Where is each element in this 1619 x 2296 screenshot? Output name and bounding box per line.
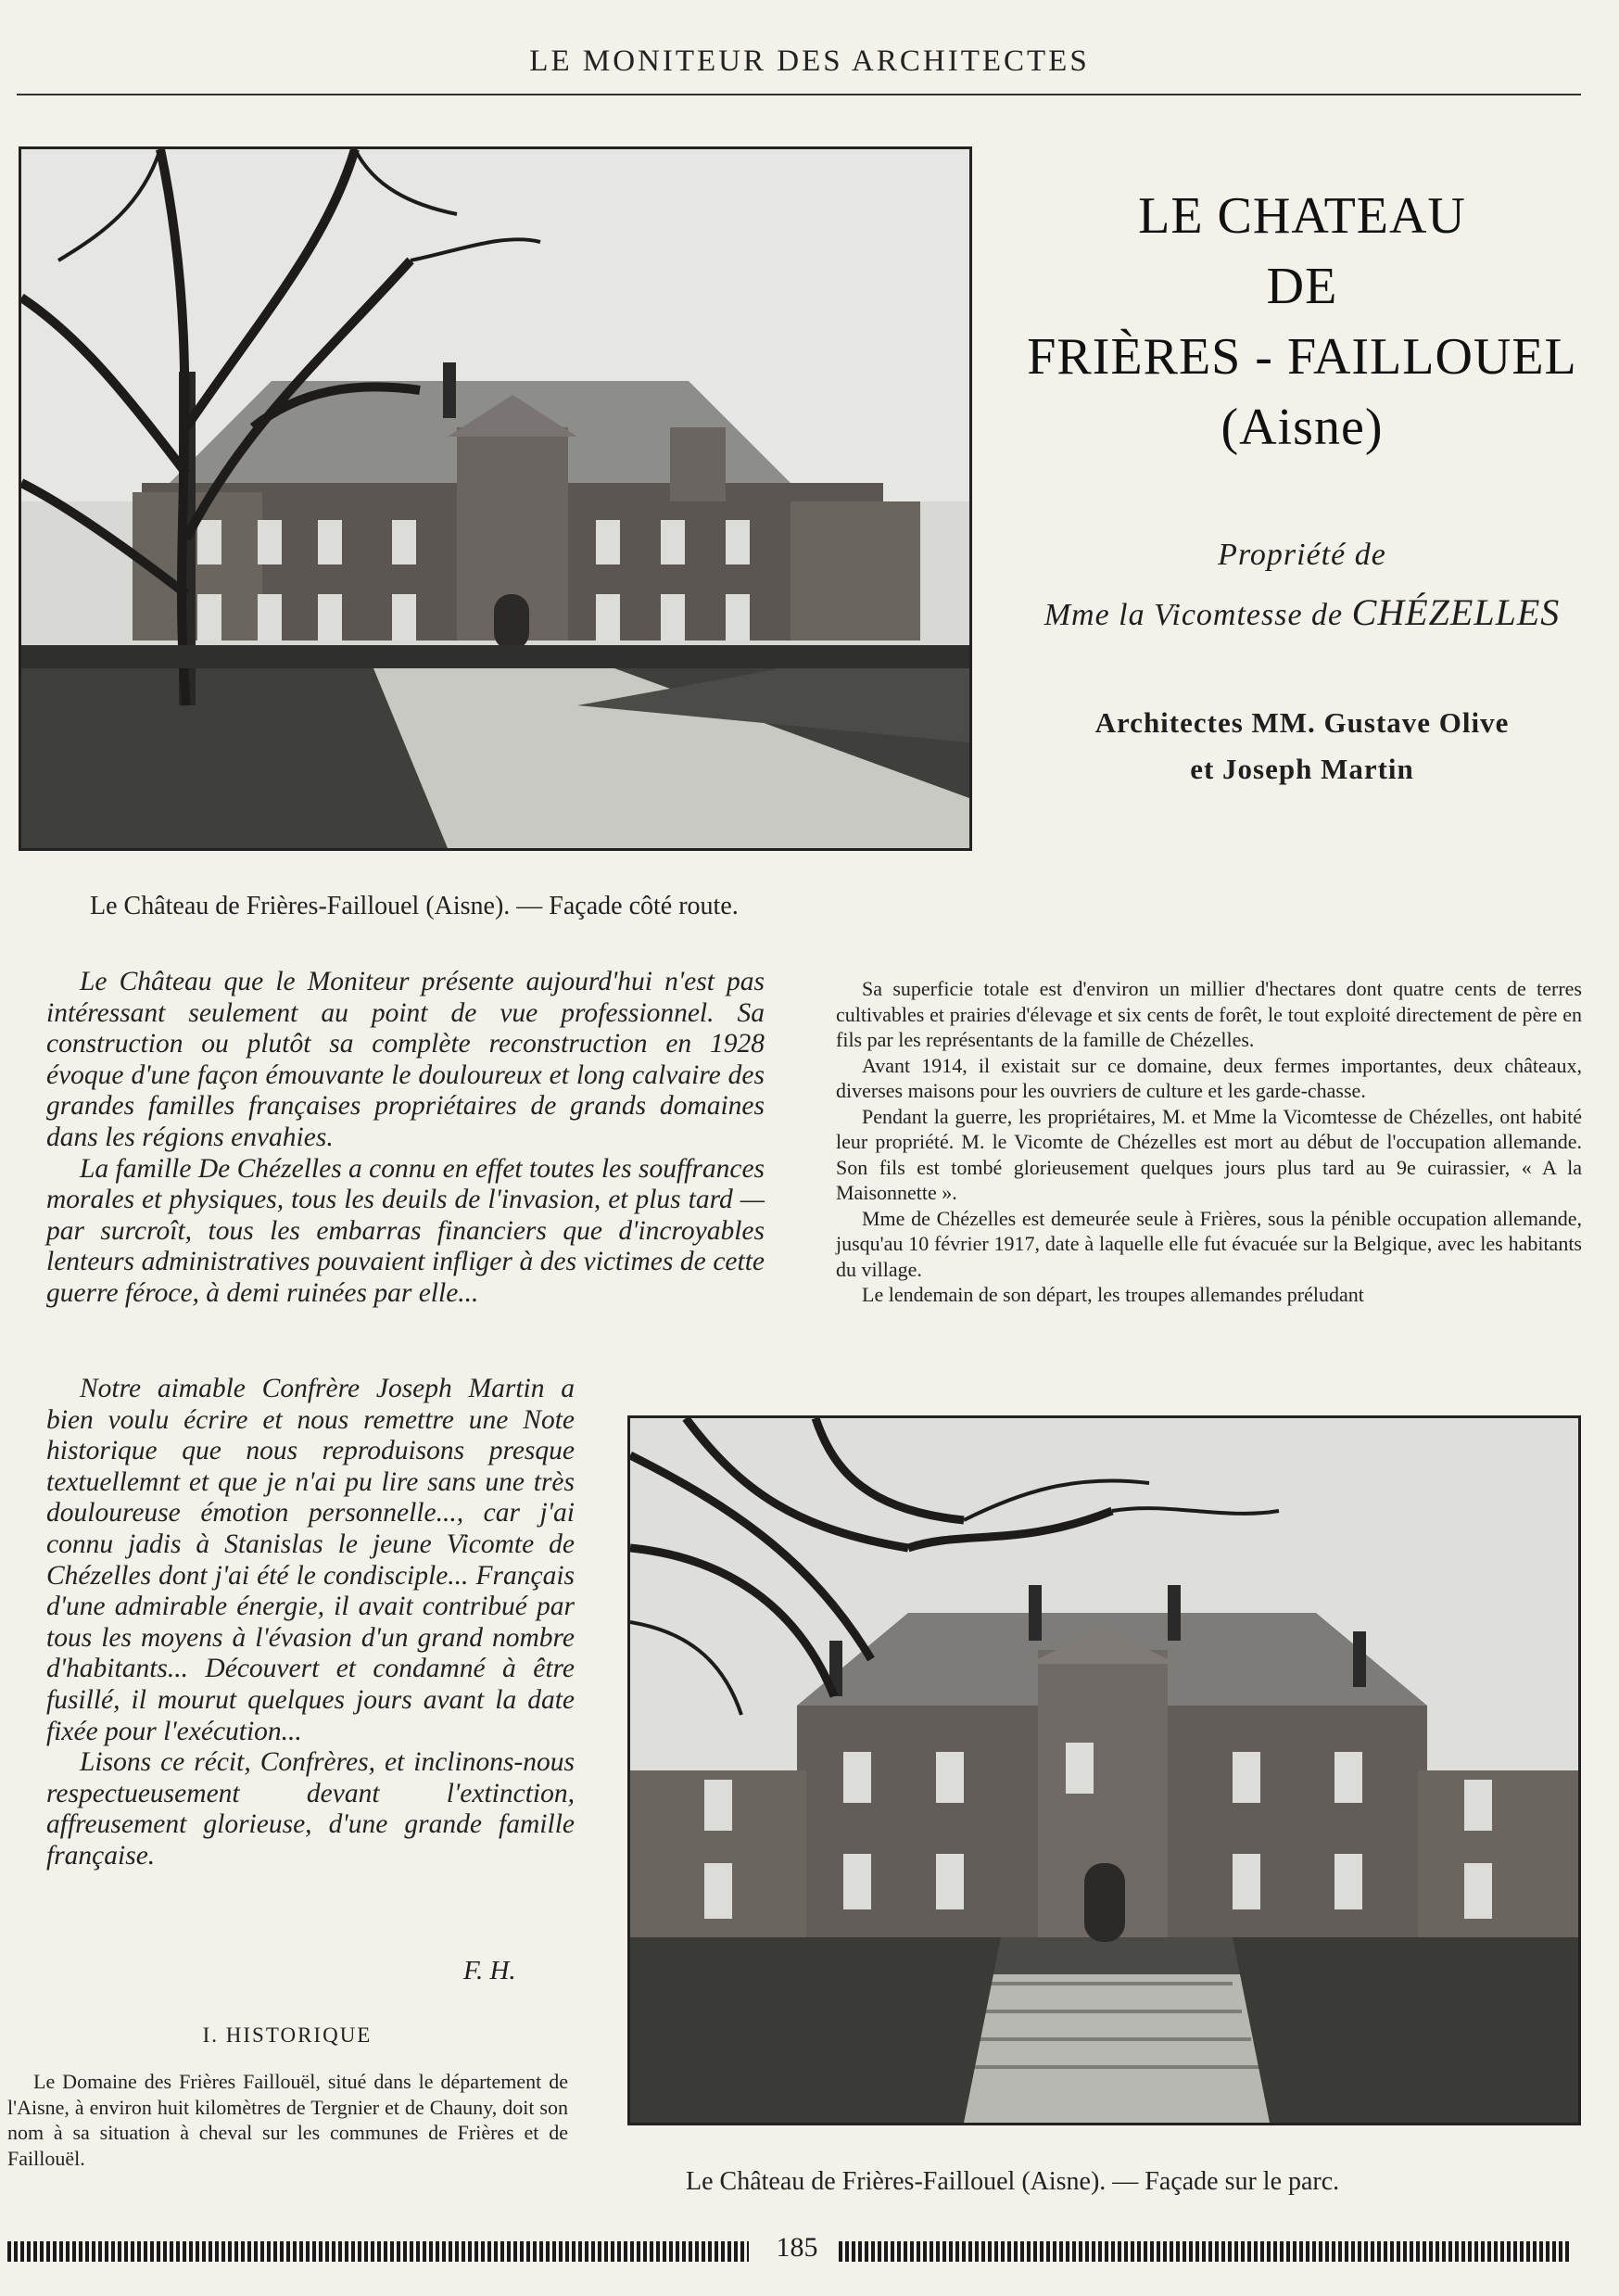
page-number: 185 xyxy=(776,2232,818,2263)
title-line-3: FRIÈRES - FAILLOUEL xyxy=(1027,328,1577,386)
photo-caption-bottom: Le Château de Frières-Faillouel (Aisne). — Façade sur le parc. xyxy=(686,2167,1340,2196)
header-rule xyxy=(17,94,1581,95)
architects-block xyxy=(1006,700,1599,793)
architects-line-2: et Joseph Martin xyxy=(1190,753,1414,785)
article-title xyxy=(1006,181,1599,463)
intro-paragraph: La famille De Chézelles a connu en effet toutes les souffrances morales et physiques, tous les deuils de l'invasion, et plus tard — par surcroît, tous les embarras financiers que d'incroyables lenteurs administratives pouvaient infliger à des victimes de cette guerre féroce, à demi ruinées par elle... xyxy=(46,1153,765,1308)
photo-facade-parc xyxy=(627,1415,1581,2125)
right-paragraph: Le lendemain de son départ, les troupes allemandes préludant xyxy=(862,1283,1364,1306)
right-paragraph: Mme de Chézelles est demeurée seule à Frières, sous la pénible occupation allemande, jusqu'au 10 février 1917, date à laquelle elle fut évacuée sur la Belgique, avec les habitants du village. xyxy=(836,1206,1582,1281)
photo-caption-top: Le Château de Frières-Faillouel (Aisne). — Façade côté route. xyxy=(90,892,739,920)
intro-paragraph: Lisons ce récit, Confrères, et inclinons-nous respectueusement devant l'extinction, affreusement glorieuse, d'une grande famille française. xyxy=(46,1747,575,1871)
property-line-1: Propriété de xyxy=(1218,538,1386,572)
right-paragraph: Pendant la guerre, les propriétaires, M. et Mme la Vicomtesse de Chézelles, ont habité leur propriété. M. le Vicomte de Chézelles est mort au début de l'occupation allemande. Son fils est tombé glorieusement quelques jours plus tard au 9e cuirassier, « A la Maisonnette ». xyxy=(836,1104,1582,1204)
architects-line-1: Architectes MM. Gustave Olive xyxy=(1094,706,1510,739)
right-paragraph: Avant 1914, il existait sur ce domaine, deux fermes importantes, deux châteaux, diverses maisons pour les ouvriers de culture et les garde-chasse. xyxy=(836,1053,1582,1102)
photo-facade-route xyxy=(19,146,972,851)
property-prefix: Mme la Vicomtesse de xyxy=(1043,598,1344,632)
title-line-4: (Aisne) xyxy=(1221,399,1384,456)
right-paragraph: Sa superficie totale est d'environ un millier d'hectares dont quatre cents de terres cultivables et prairies d'élevage et six cents de forêt, le tout exploité directement de père en fils par les représentants de la famille de Chézelles. xyxy=(836,977,1582,1051)
intro-column-narrow xyxy=(46,1374,575,1872)
intro-signature: F. H. xyxy=(463,1956,516,1985)
intro-paragraph: Notre aimable Confrère Joseph Martin a bien voulu écrire et nous remettre une Note historique que nous reproduisons presque textuellemnt et que je n'ai pu lire sans une très douloureuse émotion personnelle..., car j'ai connu jadis à Stanislas le jeune Vicomte de Chézelles dont j'ai été le condisciple... Français d'une admirable énergie, il avait contribué par tous les moyens à l'évasion d'un grand nombre d'habitants... Découvert et condamné à être fusillé, il mourut quelques jours avant la date fixée pour l'exécution... xyxy=(46,1374,575,1746)
running-header: LE MONITEUR DES ARCHITECTES xyxy=(529,44,1090,78)
property-owner: CHÉZELLES xyxy=(1351,591,1561,633)
property-line-2 xyxy=(1006,584,1599,644)
intro-paragraph: Le Château que le Moniteur présente aujourd'hui n'est pas intéressant seulement au point de vue professionnel. Sa construction ou plutôt sa complète reconstruction en 1928 évoque d'une façon émouvante le douloureux et long calvaire des grandes familles françaises propriétaires de grands domaines dans les régions envahies. xyxy=(46,967,765,1152)
footer-ornament-left xyxy=(7,2241,749,2262)
historique-text xyxy=(7,2069,568,2171)
historique-paragraph: Le Domaine des Frières Faillouël, situé dans le département de l'Aisne, à environ huit kilomètres de Tergnier et de Chauny, doit son nom à sa situation à cheval sur les communes de Frières et de Faillouël. xyxy=(7,2070,568,2170)
photo-facade-route-image xyxy=(21,149,969,848)
title-line-2: DE xyxy=(1266,258,1338,315)
photo-facade-parc-image xyxy=(630,1418,1578,2123)
property-block xyxy=(1006,526,1599,644)
intro-column-wide xyxy=(46,967,765,1310)
footer-ornament-right xyxy=(839,2241,1571,2262)
section-heading-historique: I. HISTORIQUE xyxy=(202,2023,373,2047)
right-column-text xyxy=(836,976,1582,1308)
title-line-1: LE CHATEAU xyxy=(1138,187,1466,245)
